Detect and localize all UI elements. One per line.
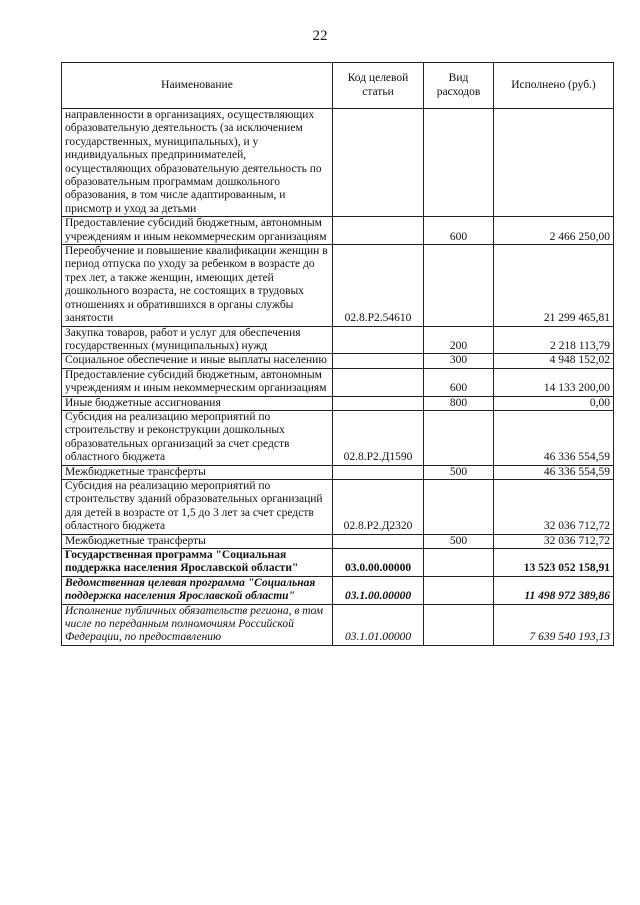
header-name: Наименование [62, 63, 333, 109]
cell-type [424, 410, 494, 465]
table-row [62, 549, 614, 577]
table-row [62, 576, 614, 604]
cell-code [333, 465, 424, 479]
cell-type: 800 [424, 396, 494, 410]
table-body [62, 109, 614, 646]
cell-amount: 21 299 465,81 [494, 245, 614, 326]
cell-type [424, 245, 494, 326]
cell-name: Ведомственная целевая программа "Социальная поддержка населения Ярославской области" [62, 576, 333, 604]
table-row [62, 396, 614, 410]
budget-table [61, 62, 614, 646]
cell-amount: 2 218 113,79 [494, 326, 614, 354]
table-row [62, 465, 614, 479]
cell-code: 03.0.00.00000 [333, 549, 424, 577]
cell-name: Социальное обеспечение и иные выплаты населению [62, 354, 333, 368]
cell-amount: 7 639 540 193,13 [494, 604, 614, 645]
cell-code: 02.8.Р2.54610 [333, 245, 424, 326]
cell-amount: 0,00 [494, 396, 614, 410]
table-row [62, 410, 614, 465]
cell-name: Исполнение публичных обязательств региона, в том числе по переданным полномочиям Российской Федерации, по предоставлению [62, 604, 333, 645]
cell-type [424, 604, 494, 645]
cell-name: Субсидия на реализацию мероприятий по строительству и реконструкции дошкольных образовательных организаций за счет средств областного бюджета [62, 410, 333, 465]
cell-amount: 32 036 712,72 [494, 479, 614, 534]
cell-name: направленности в организациях, осуществляющих образовательную деятельность (за исключением государственных, муниципальных), и у индивидуальных предпринимателей, осуществляющих образовательную деятельность по образовательным программам дошкольного образования, в том числе адаптированным, и присмотр и уход за детьми [62, 109, 333, 217]
table-header-row [62, 63, 614, 109]
cell-amount: 2 466 250,00 [494, 217, 614, 245]
table-row [62, 217, 614, 245]
page-number: 22 [312, 28, 328, 44]
cell-code [333, 354, 424, 368]
cell-code: 02.8.Р2.Д1590 [333, 410, 424, 465]
cell-amount: 11 498 972 389,86 [494, 576, 614, 604]
cell-code [333, 534, 424, 548]
cell-code: 03.1.01.00000 [333, 604, 424, 645]
cell-type [424, 549, 494, 577]
table-row [62, 534, 614, 548]
cell-code [333, 396, 424, 410]
cell-name: Закупка товаров, работ и услуг для обеспечения государственных (муниципальных) нужд [62, 326, 333, 354]
cell-amount: 32 036 712,72 [494, 534, 614, 548]
table-row [62, 368, 614, 396]
cell-name: Межбюджетные трансферты [62, 534, 333, 548]
table-row [62, 479, 614, 534]
cell-name: Предоставление субсидий бюджетным, автономным учреждениям и иным некоммерческим организациям [62, 217, 333, 245]
cell-type [424, 479, 494, 534]
cell-type: 600 [424, 368, 494, 396]
cell-amount [494, 109, 614, 217]
cell-code: 02.8.Р2.Д2320 [333, 479, 424, 534]
table-row [62, 354, 614, 368]
header-code: Код целевой статьи [333, 63, 424, 109]
cell-name: Иные бюджетные ассигнования [62, 396, 333, 410]
cell-amount: 13 523 052 158,91 [494, 549, 614, 577]
cell-type [424, 109, 494, 217]
cell-type: 600 [424, 217, 494, 245]
table-row [62, 326, 614, 354]
cell-name: Переобучение и повышение квалификации женщин в период отпуска по уходу за ребенком в возрасте до трех лет, а также женщин, имеющих детей дошкольного возраста, не состоящих в трудовых отношениях и обратившихся в органы службы занятости [62, 245, 333, 326]
cell-code [333, 368, 424, 396]
cell-amount: 46 336 554,59 [494, 465, 614, 479]
cell-name: Межбюджетные трансферты [62, 465, 333, 479]
cell-type: 200 [424, 326, 494, 354]
cell-type: 500 [424, 534, 494, 548]
cell-name: Предоставление субсидий бюджетным, автономным учреждениям и иным некоммерческим организациям [62, 368, 333, 396]
header-type: Вид расходов [424, 63, 494, 109]
cell-amount: 14 133 200,00 [494, 368, 614, 396]
table-row [62, 604, 614, 645]
cell-amount: 4 948 152,02 [494, 354, 614, 368]
cell-name: Государственная программа "Социальная поддержка населения Ярославской области" [62, 549, 333, 577]
cell-type: 500 [424, 465, 494, 479]
cell-code [333, 217, 424, 245]
cell-code: 03.1.00.00000 [333, 576, 424, 604]
header-amount: Исполнено (руб.) [494, 63, 614, 109]
cell-type: 300 [424, 354, 494, 368]
cell-code [333, 326, 424, 354]
cell-name: Субсидия на реализацию мероприятий по строительству зданий образовательных организаций для детей в возрасте от 1,5 до 3 лет за счет средств областного бюджета [62, 479, 333, 534]
table-row [62, 245, 614, 326]
cell-code [333, 109, 424, 217]
table-row [62, 109, 614, 217]
cell-type [424, 576, 494, 604]
cell-amount: 46 336 554,59 [494, 410, 614, 465]
